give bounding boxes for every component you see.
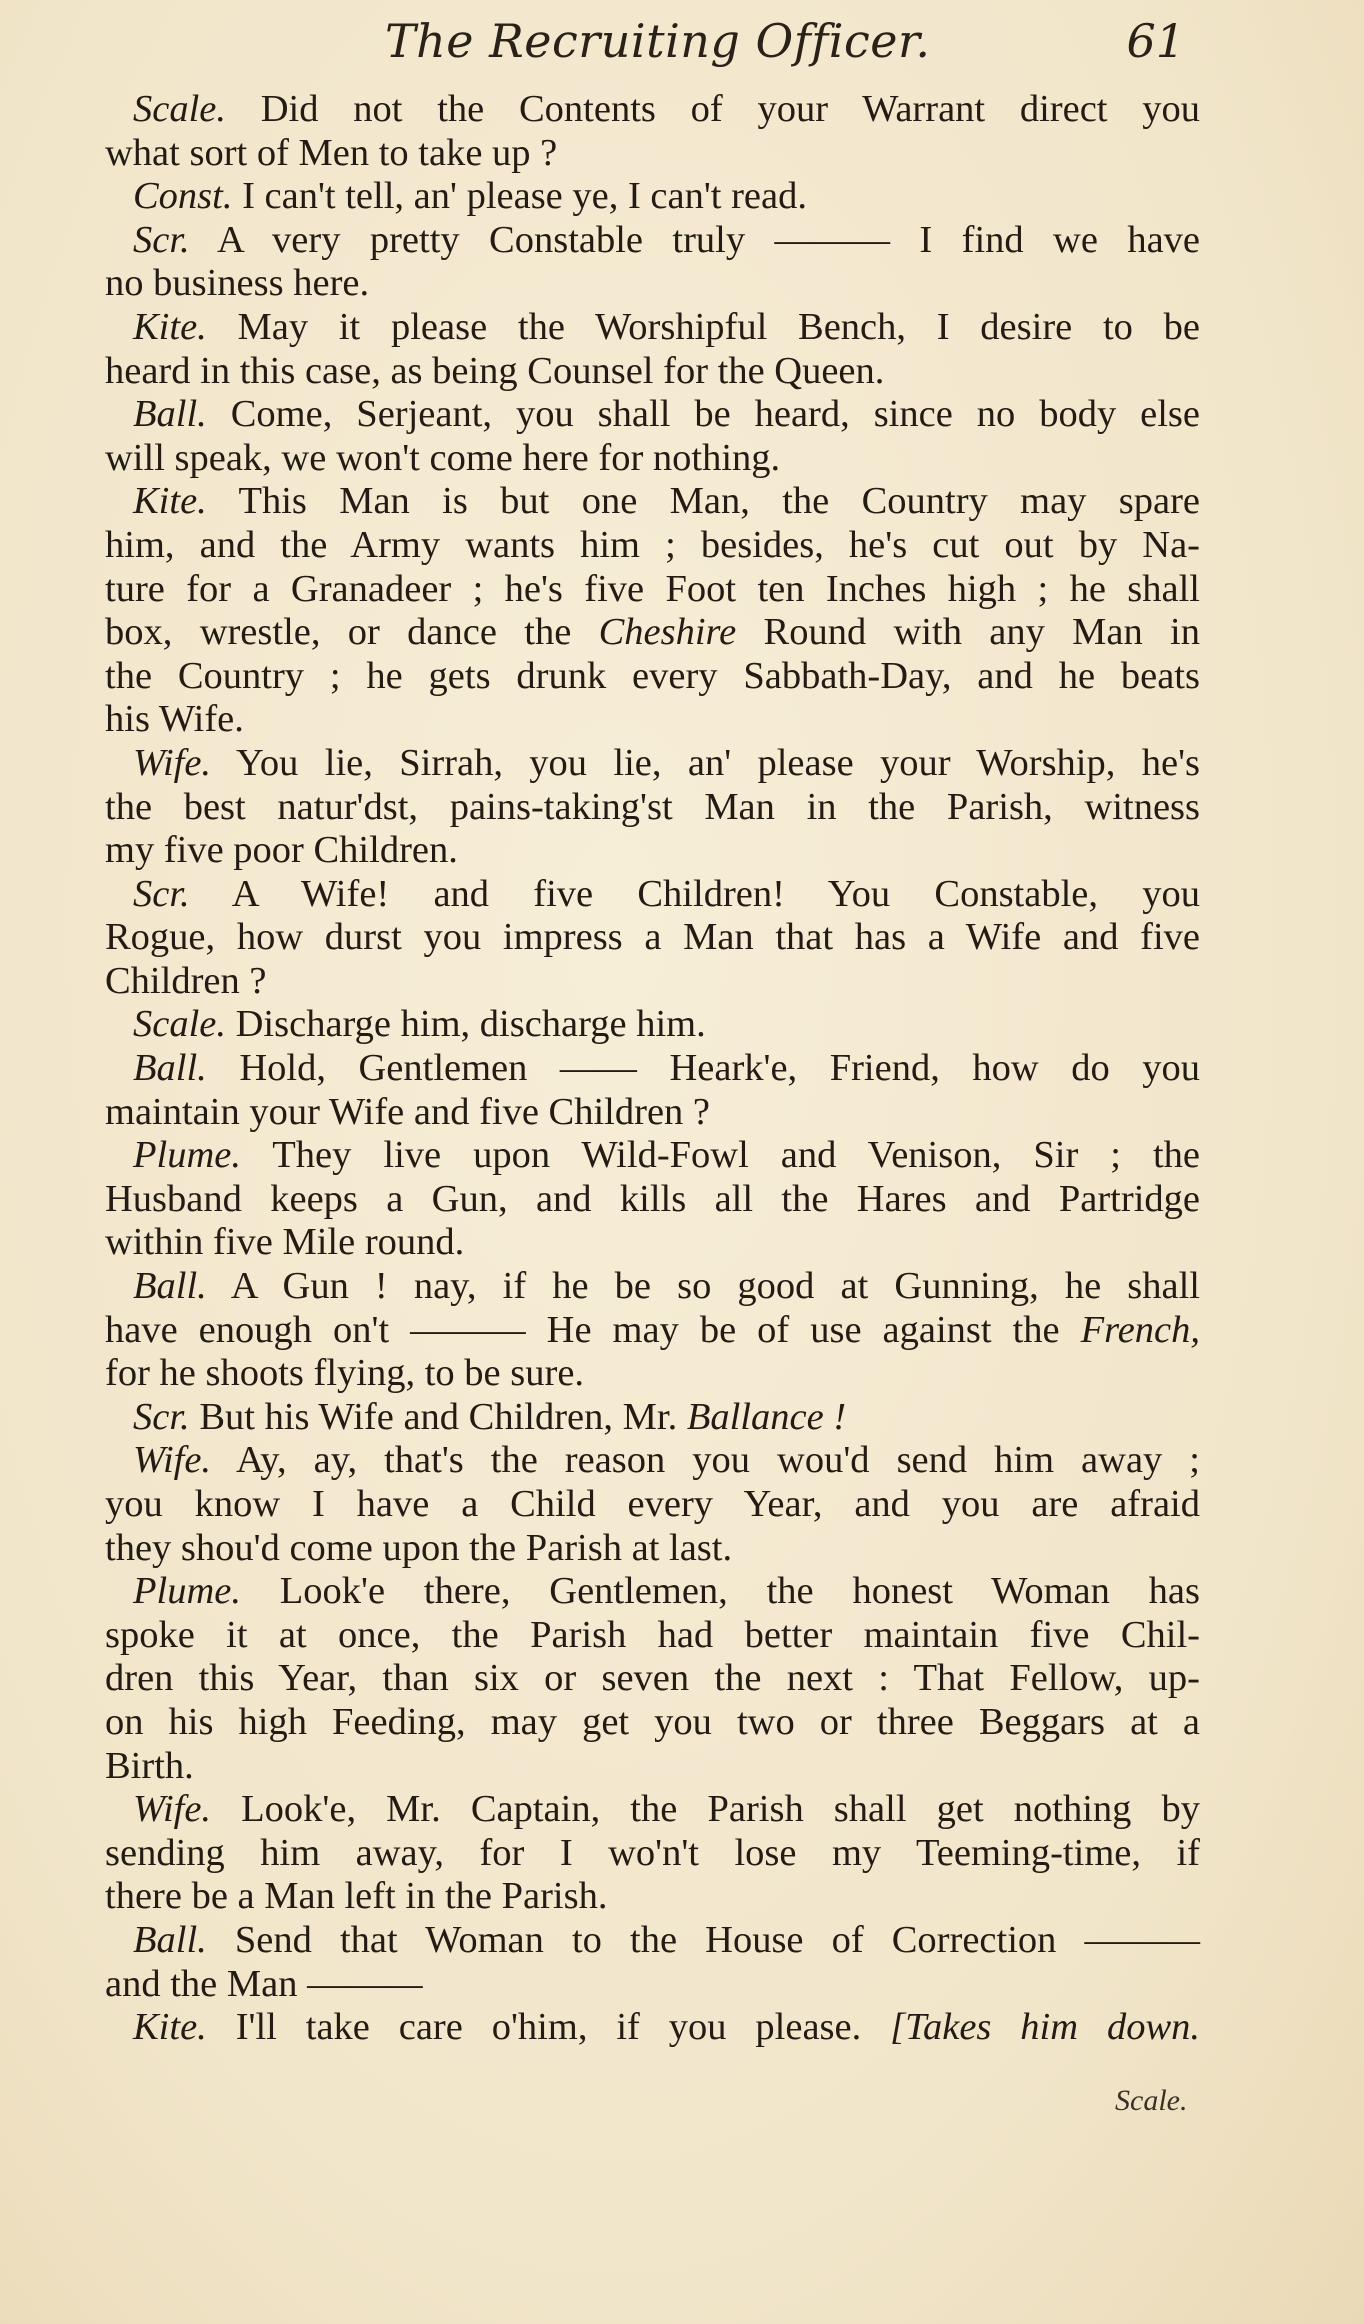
line-text: box, wrestle, or dance the [105,611,599,654]
line-text: A Wife! and five Children! You Constable, you [189,872,1200,915]
text-line [105,829,1200,873]
line-text: dren this Year, than six or seven the next : That Fellow, up- [105,1657,1200,1700]
line-text: no business here. [105,262,370,305]
speaker-name: Kite. [133,2006,207,2049]
line-text: Rogue, how durst you impress a Man that has a Wife and five [105,916,1200,959]
page-number: 61 [1126,14,1185,68]
line-text: Discharge him, discharge him. [226,1003,706,1046]
text-line [105,611,1200,655]
line-text: A Gun ! nay, if he be so good at Gunning, he shall [206,1265,1200,1308]
line-text: Look'e there, Gentlemen, the honest Woman has [240,1570,1200,1613]
speaker-name: Kite. [133,480,207,523]
line-text: Birth. [105,1744,194,1787]
text-line [105,873,1200,917]
speaker-name: Wife. [133,1788,212,1831]
text-line [105,262,1200,306]
line-text: his Wife. [105,698,244,741]
line-text: on his high Feeding, may get you two or three Beggars at a [105,1700,1200,1743]
text-line [105,1047,1200,1091]
speaker-name: Const. [133,175,233,218]
text-line [105,1788,1200,1832]
line-text: the Country ; he gets drunk every Sabbath-Day, and he beats [105,654,1200,697]
line-text: and the Man ——— [105,1962,423,2005]
text-line [105,568,1200,612]
catchword: Scale. [1115,2084,1188,2117]
italic-word: French, [1080,1308,1200,1351]
line-text: Come, Serjeant, you shall be heard, since no body else [206,393,1200,436]
text-line [105,1527,1200,1571]
speaker-name: Scale. [133,1003,226,1046]
line-text: Children ? [105,959,267,1002]
speaker-name: Ball. [133,1265,207,1308]
text-line [105,524,1200,568]
line-text: spoke it at once, the Parish had better maintain five Chil- [105,1613,1200,1656]
line-text: But his Wife and Children, Mr. [189,1395,687,1438]
text-line [105,1003,1200,1047]
line-text: Hold, Gentlemen —— Heark'e, Friend, how do you [206,1047,1200,1090]
running-title: The Recruiting Officer. [385,14,931,68]
line-text: May it please the Worshipful Bench, I desire to be [206,305,1200,348]
line-text: I can't tell, an' please ye, I can't read. [232,175,807,218]
italic-word: Cheshire [598,611,737,654]
text-line [105,1352,1200,1396]
speaker-name: Kite. [133,305,207,348]
line-text: You lie, Sirrah, you lie, an' please your Worship, he's [211,741,1200,784]
text-line [105,2006,1200,2050]
text-line [105,1483,1200,1527]
line-text: heard in this case, as being Counsel for the Queen. [105,349,885,392]
text-line [105,1134,1200,1178]
text-line [105,1221,1200,1265]
text-line [105,1309,1200,1353]
line-text: Husband keeps a Gun, and kills all the Hares and Partridge [105,1177,1200,1220]
line-text: have enough on't ——— He may be of use against the [105,1308,1081,1351]
line-text: you know I have a Child every Year, and you are afraid [105,1483,1200,1525]
line-text: within five Mile round. [105,1221,465,1264]
text-line [105,1963,1200,2007]
speaker-name: Ball. [133,1047,207,1090]
text-line [105,1832,1200,1876]
text-line [105,1439,1200,1483]
text-line [105,175,1200,219]
text-line [105,1396,1200,1440]
text-line [105,1614,1200,1658]
line-text: what sort of Men to take up ? [105,131,558,174]
speaker-name: Wife. [133,741,212,784]
line-text: sending him away, for I wo'n't lose my Teeming-time, if [105,1831,1200,1874]
text-line [105,698,1200,742]
text-line [105,1265,1200,1309]
line-text: They live upon Wild-Fowl and Venison, Sir ; the [240,1134,1200,1177]
line-text: will speak, we won't come here for nothing. [105,436,781,479]
line-text: they shou'd come upon the Parish at last. [105,1526,733,1569]
italic-word: [Takes him down. [890,2006,1200,2049]
line-text: A very pretty Constable truly ——— I find we have [189,218,1200,261]
line-text: him, and the Army wants him ; besides, he's cut out by Na- [105,523,1200,566]
text-line [105,393,1200,437]
text-line [105,1919,1200,1963]
speaker-name: Ball. [133,1918,207,1961]
speaker-name: Ball. [133,393,207,436]
text-line [105,655,1200,699]
line-text: my five poor Children. [105,829,458,872]
speaker-name: Plume. [133,1134,241,1177]
line-text: there be a Man left in the Parish. [105,1875,608,1918]
speaker-name: Wife. [133,1439,212,1482]
text-line [105,219,1200,263]
text-line [105,1570,1200,1614]
text-line [105,306,1200,350]
text-line [105,742,1200,786]
text-line [105,1875,1200,1919]
italic-word: Ballance ! [686,1395,847,1438]
line-text-after: Round with any Man in [736,611,1200,654]
line-text: I'll take care o'him, if you please. [206,2006,891,2049]
text-line [105,480,1200,524]
line-text: maintain your Wife and five Children ? [105,1090,711,1133]
text-line [105,1657,1200,1701]
text-line [105,1745,1200,1789]
speaker-name: Scr. [133,872,190,915]
line-text: This Man is but one Man, the Country may spare [206,480,1200,523]
text-line [105,916,1200,960]
text-line [105,1178,1200,1222]
text-line [105,350,1200,394]
line-text: Did not the Contents of your Warrant direct you [226,88,1200,130]
text-line [105,132,1200,176]
text-line [105,1701,1200,1745]
line-text: the best natur'dst, pains-taking'st Man in the Parish, witness [105,785,1200,828]
text-line [105,88,1200,132]
line-text: Look'e, Mr. Captain, the Parish shall get nothing by [211,1788,1200,1831]
text-block [105,88,1200,2050]
text-line [105,1091,1200,1135]
line-text: for he shoots flying, to be sure. [105,1352,585,1395]
line-text: Ay, ay, that's the reason you wou'd send him away ; [211,1439,1200,1482]
text-line [105,786,1200,830]
speaker-name: Plume. [133,1570,241,1613]
speaker-name: Scr. [133,1395,190,1438]
speaker-name: Scr. [133,218,190,261]
line-text: Send that Woman to the House of Correction ——— [206,1918,1200,1961]
speaker-name: Scale. [133,88,226,130]
running-head [105,14,1195,84]
text-line [105,437,1200,481]
text-line [105,960,1200,1004]
line-text: ture for a Granadeer ; he's five Foot ten Inches high ; he shall [105,567,1200,610]
